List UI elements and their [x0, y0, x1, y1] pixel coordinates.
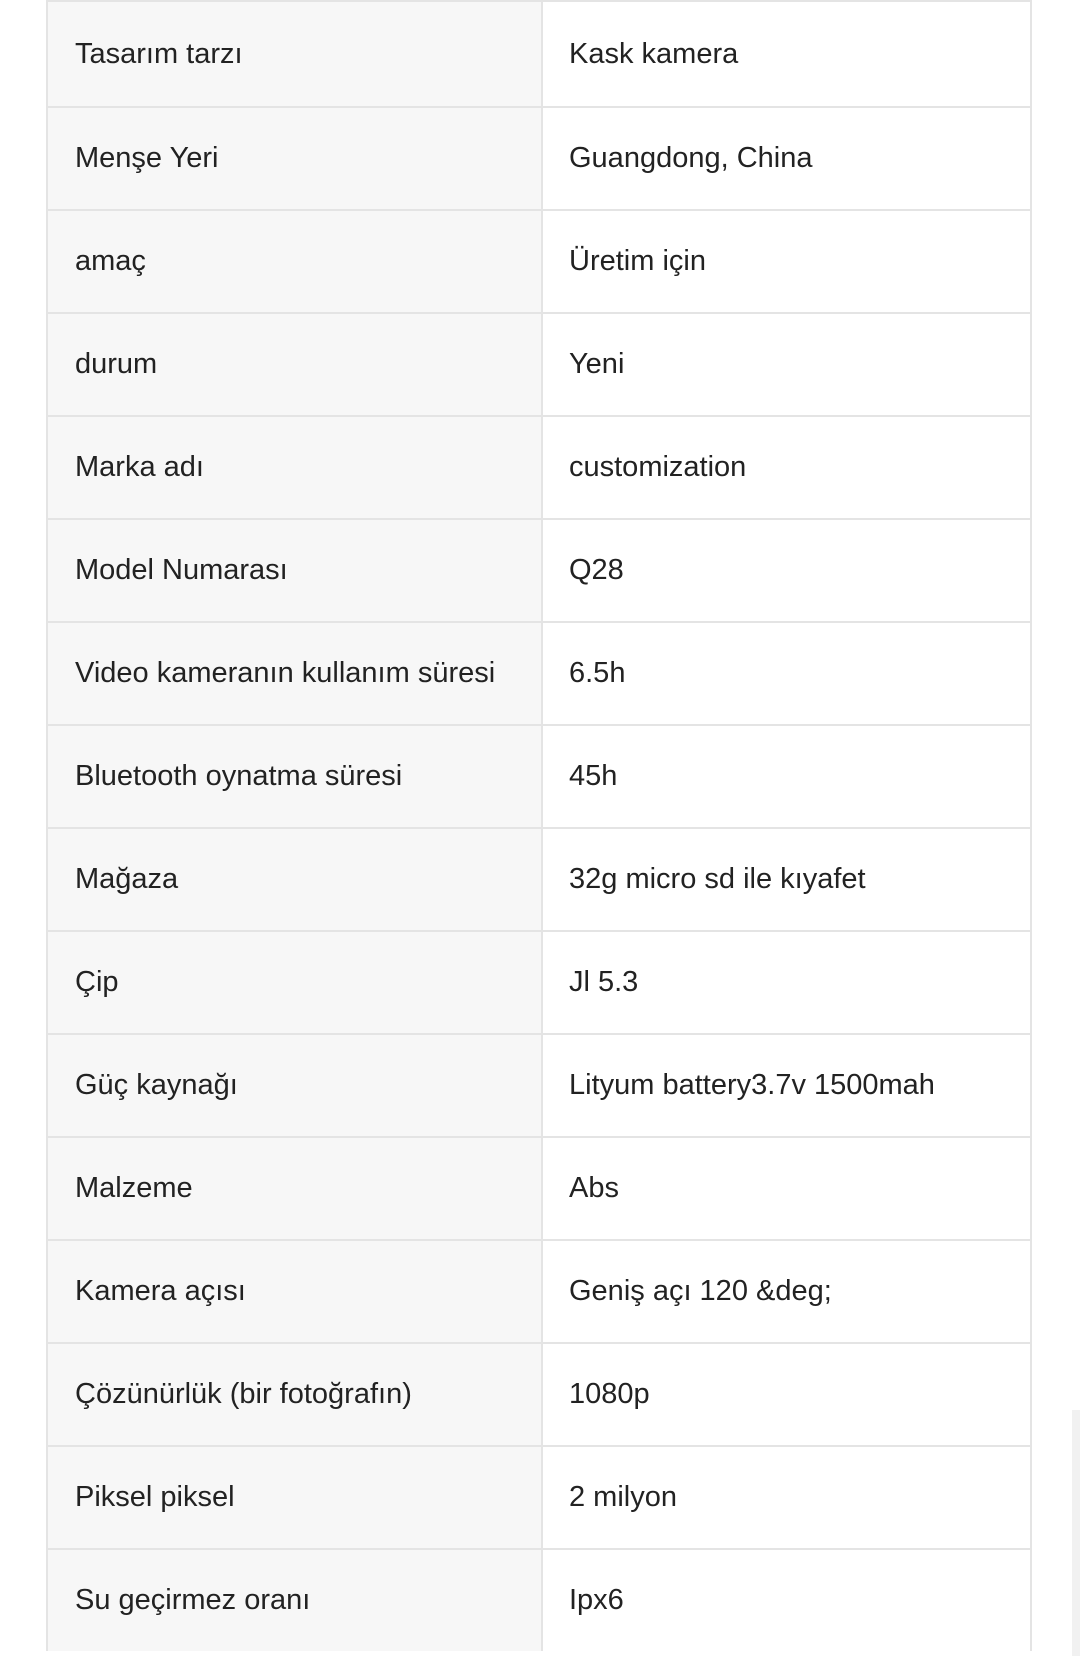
spec-label: Mağaza — [47, 828, 542, 931]
table-row — [47, 931, 1031, 1034]
spec-value: Geniş açı 120 &deg; — [542, 1240, 1031, 1343]
spec-label: Menşe Yeri — [47, 107, 542, 210]
table-row — [47, 828, 1031, 931]
spec-value: 1080p — [542, 1343, 1031, 1446]
spec-value: Q28 — [542, 519, 1031, 622]
spec-value: 45h — [542, 725, 1031, 828]
table-row — [47, 313, 1031, 416]
table-row — [47, 210, 1031, 313]
spec-value: 32g micro sd ile kıyafet — [542, 828, 1031, 931]
table-row — [47, 519, 1031, 622]
spec-value: Lityum battery3.7v 1500mah — [542, 1034, 1031, 1137]
spec-value: Guangdong, China — [542, 107, 1031, 210]
spec-value: Yeni — [542, 313, 1031, 416]
spec-value: Ipx6 — [542, 1549, 1031, 1651]
scrollbar-track[interactable] — [1072, 1410, 1080, 1656]
spec-label: Çözünürlük (bir fotoğrafın) — [47, 1343, 542, 1446]
spec-value: 2 milyon — [542, 1446, 1031, 1549]
table-row — [47, 1034, 1031, 1137]
spec-value: Üretim için — [542, 210, 1031, 313]
table-row — [47, 1, 1031, 107]
table-row — [47, 1137, 1031, 1240]
spec-table-body — [47, 1, 1031, 1651]
spec-value: Kask kamera — [542, 1, 1031, 107]
table-row — [47, 1446, 1031, 1549]
spec-label: Video kameranın kullanım süresi — [47, 622, 542, 725]
spec-label: Piksel piksel — [47, 1446, 542, 1549]
spec-label: durum — [47, 313, 542, 416]
spec-label: Güç kaynağı — [47, 1034, 542, 1137]
table-row — [47, 1549, 1031, 1651]
spec-label: amaç — [47, 210, 542, 313]
table-row — [47, 1240, 1031, 1343]
spec-table — [46, 0, 1032, 1651]
table-row — [47, 622, 1031, 725]
table-row — [47, 107, 1031, 210]
table-row — [47, 725, 1031, 828]
spec-label: Bluetooth oynatma süresi — [47, 725, 542, 828]
spec-label: Tasarım tarzı — [47, 1, 542, 107]
spec-label: Marka adı — [47, 416, 542, 519]
spec-label: Malzeme — [47, 1137, 542, 1240]
table-row — [47, 416, 1031, 519]
table-row — [47, 1343, 1031, 1446]
spec-label: Model Numarası — [47, 519, 542, 622]
spec-label: Çip — [47, 931, 542, 1034]
spec-value: customization — [542, 416, 1031, 519]
spec-label: Su geçirmez oranı — [47, 1549, 542, 1651]
spec-value: 6.5h — [542, 622, 1031, 725]
spec-label: Kamera açısı — [47, 1240, 542, 1343]
spec-value: Abs — [542, 1137, 1031, 1240]
spec-value: Jl 5.3 — [542, 931, 1031, 1034]
